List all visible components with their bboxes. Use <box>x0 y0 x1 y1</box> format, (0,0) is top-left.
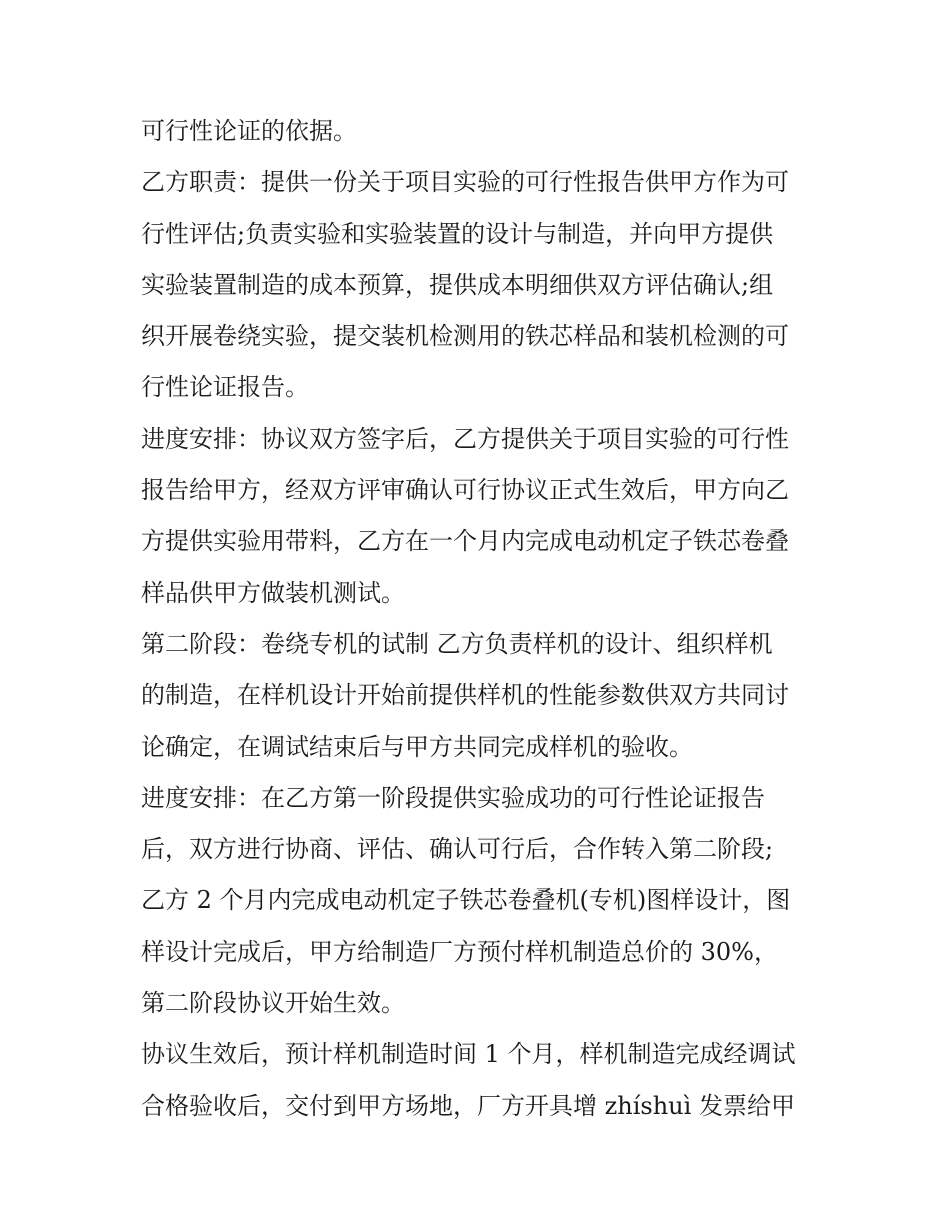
text-line: 乙方 2 个月内完成电动机定子铁芯卷叠机(专机)图样设计，图 <box>141 886 791 915</box>
text-line: 论确定，在调试结束后与甲方共同完成样机的验收。 <box>141 732 693 761</box>
text-line: 协议生效后，预计样机制造时间 1 个月，样机制造完成经调试 <box>141 1040 796 1069</box>
text-line: 合格验收后，交付到甲方场地，厂方开具增 zhíshuì 发票给甲 <box>141 1091 795 1120</box>
text-line: 行性论证报告。 <box>141 373 309 402</box>
text-line: 样品供甲方做装机测试。 <box>141 578 405 607</box>
document-body <box>141 106 821 1132</box>
text-line: 乙方职责：提供一份关于项目实验的可行性报告供甲方作为可 <box>141 168 789 197</box>
text-line: 报告给甲方，经双方评审确认可行协议正式生效后，甲方向乙 <box>141 476 789 505</box>
text-line: 实验装置制造的成本预算，提供成本明细供双方评估确认;组 <box>141 270 774 299</box>
text-line: 进度安排：协议双方签字后，乙方提供关于项目实验的可行性 <box>141 424 789 453</box>
text-line: 样设计完成后，甲方给制造厂方预付样机制造总价的 30%， <box>141 937 778 966</box>
text-line: 第二阶段协议开始生效。 <box>141 989 405 1018</box>
text-line: 行性评估;负责实验和实验装置的设计与制造，并向甲方提供 <box>141 219 774 248</box>
text-line: 织开展卷绕实验，提交装机检测用的铁芯样品和装机检测的可 <box>141 322 789 351</box>
text-line: 进度安排：在乙方第一阶段提供实验成功的可行性论证报告 <box>141 783 765 812</box>
text-line: 后，双方进行协商、评估、确认可行后，合作转入第二阶段; <box>141 835 774 864</box>
text-line: 方提供实验用带料，乙方在一个月内完成电动机定子铁芯卷叠 <box>141 527 789 556</box>
text-line: 可行性论证的依据。 <box>141 117 357 145</box>
text-line: 第二阶段：卷绕专机的试制 乙方负责样机的设计、组织样机 <box>141 629 773 658</box>
text-line: 的制造，在样机设计开始前提供样机的性能参数供双方共同讨 <box>141 681 789 710</box>
